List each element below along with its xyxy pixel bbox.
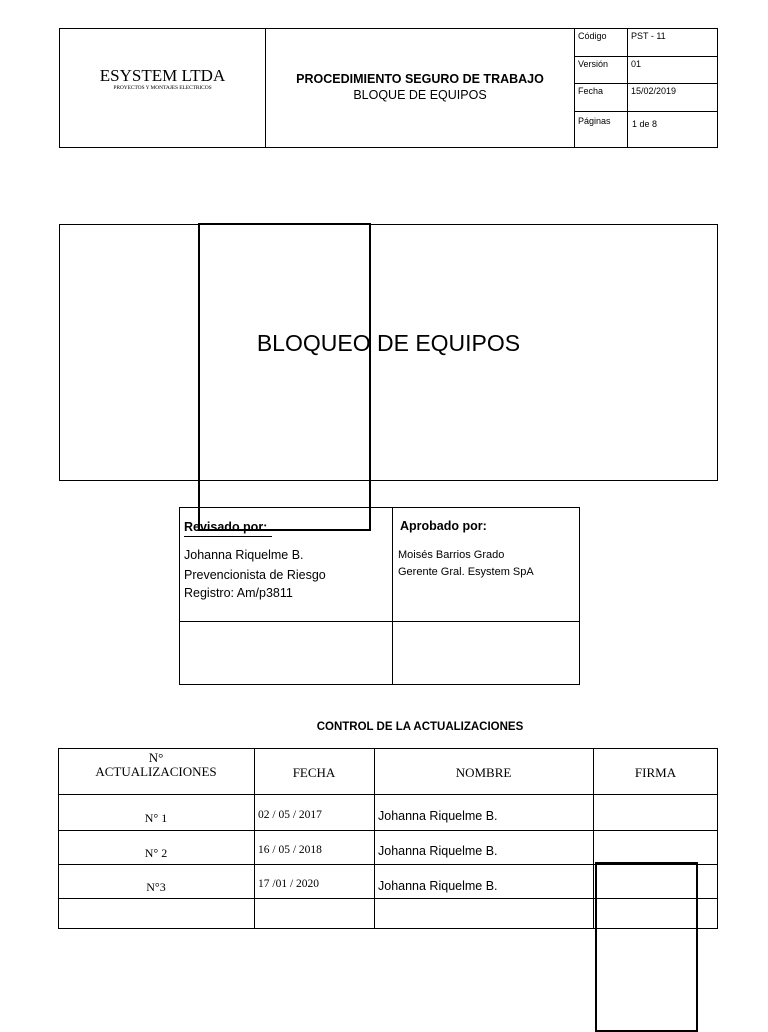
header-meta-rule	[574, 83, 718, 84]
meta-value-pages: 1 de 8	[632, 119, 658, 129]
meta-label-code: Código	[578, 31, 607, 41]
col-header-name: NOMBRE	[455, 765, 512, 780]
cover-title: BLOQUEO DE EQUIPOS	[256, 330, 521, 356]
reviewer-registry: Registro: Am/p3811	[184, 586, 293, 600]
reviewed-by-underline	[184, 536, 272, 537]
header-divider	[574, 28, 575, 148]
procedure-subtitle: BLOQUE DE EQUIPOS	[353, 88, 487, 102]
table-row-number: N° 2	[144, 846, 168, 860]
control-row-rule	[58, 830, 718, 831]
col-header-number-line1: N°	[148, 750, 164, 765]
col-header-number	[58, 751, 254, 779]
signature-divider	[392, 507, 393, 685]
table-row-date: 16 / 05 / 2018	[258, 844, 322, 856]
table-row-name: Johanna Riquelme B.	[378, 809, 498, 823]
control-title: CONTROL DE LA ACTUALIZACIONES	[316, 721, 524, 733]
control-row-rule	[58, 794, 718, 795]
meta-value-code: PST - 11	[631, 31, 666, 41]
table-row-date: 02 / 05 / 2017	[258, 809, 322, 821]
table-row-name: Johanna Riquelme B.	[378, 844, 498, 858]
approver-name: Moisés Barrios Grado	[398, 549, 505, 561]
header-divider	[627, 28, 628, 148]
meta-label-date: Fecha	[578, 86, 604, 96]
company-tagline: PROYECTOS Y MONTAJES ELECTRICOS	[113, 85, 212, 91]
meta-label-pages: Páginas	[578, 116, 611, 126]
company-name: ESYSTEM LTDA	[99, 66, 226, 85]
table-row-number: N°3	[146, 880, 166, 894]
reviewer-role: Prevencionista de Riesgo	[184, 568, 326, 582]
col-header-number-line2: ACTUALIZACIONES	[95, 764, 217, 779]
meta-label-version: Versión	[578, 59, 609, 69]
header-meta-rule	[574, 56, 718, 57]
signature-rule	[179, 621, 580, 622]
approver-role: Gerente Gral. Esystem SpA	[398, 566, 534, 578]
reviewed-by-label: Revisado por:	[184, 520, 268, 534]
reviewer-name: Johanna Riquelme B.	[184, 548, 304, 562]
overlay-rectangle	[595, 862, 698, 1032]
procedure-title: PROCEDIMIENTO SEGURO DE TRABAJO	[296, 72, 544, 86]
table-row-date: 17 /01 / 2020	[258, 878, 320, 890]
table-row-number: N° 1	[144, 811, 168, 825]
col-header-signature: FIRMA	[634, 765, 677, 780]
col-header-date: FECHA	[292, 765, 336, 780]
meta-value-version: 01	[631, 59, 642, 69]
approved-by-label: Aprobado por:	[400, 519, 487, 533]
header-meta-rule	[574, 111, 718, 112]
meta-value-date: 15/02/2019	[631, 86, 677, 96]
table-row-name: Johanna Riquelme B.	[378, 879, 498, 893]
overlay-rectangle	[198, 223, 371, 531]
